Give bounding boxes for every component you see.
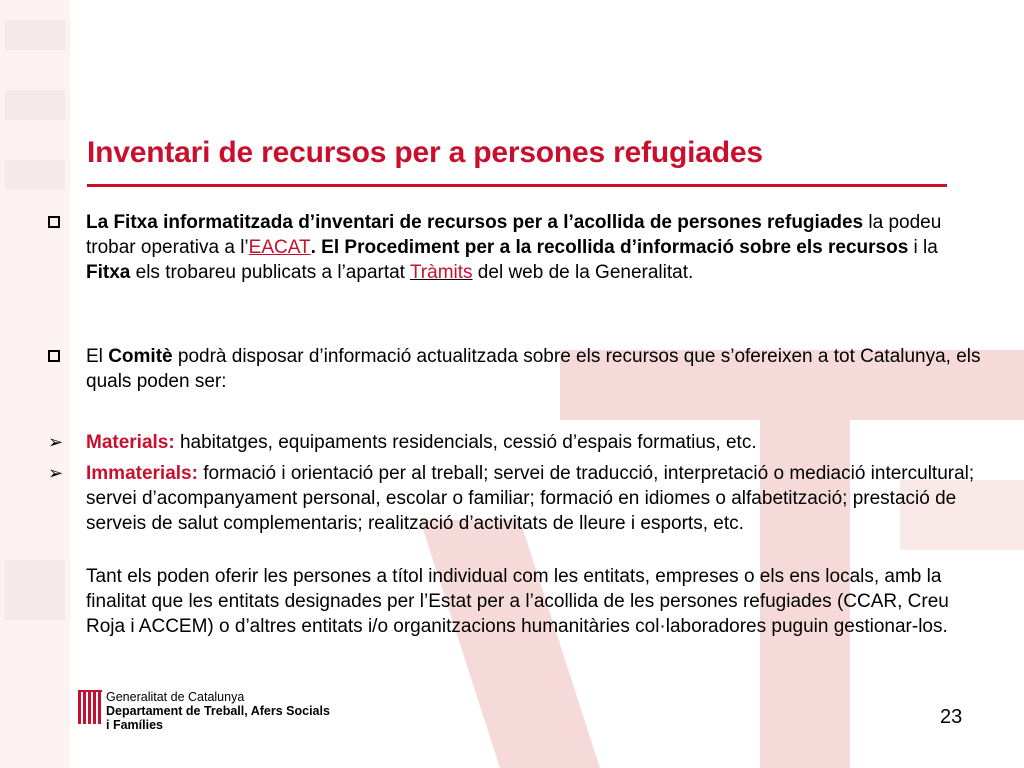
text-bold: Fitxa	[86, 262, 131, 283]
department-name-line1: Departament de Treball, Afers Socials	[106, 704, 330, 718]
square-bullet-icon	[48, 210, 84, 235]
footer-organization	[106, 690, 330, 732]
arrow-bullet-icon: ➢	[48, 463, 64, 483]
bullet-text: formació i orientació per al treball; servei de traducció, interpretació o mediació intercultural; servei d’acompanyament personal, escolar o familiar; formació en idiomes o alfabetització; prestació de serveis de salut complementaris; realització d’activitats de lleure i esports, etc.	[86, 463, 975, 534]
text: del web de la Generalitat.	[472, 262, 694, 283]
square-bullet-icon	[48, 344, 84, 369]
title-underline	[87, 184, 947, 187]
org-name: Generalitat de Catalunya	[106, 690, 245, 704]
text: El	[86, 346, 109, 367]
bullet-label: Materials:	[86, 432, 175, 453]
eacat-link[interactable]: EACAT	[248, 237, 311, 258]
page-number: 23	[940, 706, 963, 728]
text: els trobareu publicats a l’apartat	[130, 262, 410, 283]
slide-title: Inventari de recursos per a persones refugiades	[87, 136, 763, 169]
text: podrà disposar d’informació actualitzada sobre els recursos que s’ofereixen a tot Catalunya, els quals poden ser:	[86, 346, 981, 392]
text-bold: La Fitxa informatitzada d’inventari de recursos per a l’acollida de persones refugiades	[86, 212, 864, 233]
paragraph-comite	[48, 344, 983, 394]
text: i la	[908, 237, 938, 258]
arrow-bullet-icon: ➢	[48, 432, 64, 452]
text: . El	[310, 237, 345, 258]
text-bold: Procediment per a la recollida d’informació sobre els recursos	[344, 237, 909, 258]
department-name-line2: i Famílies	[106, 718, 163, 732]
text: la podeu trobar operativa a l’	[86, 212, 942, 258]
text-bold: Comitè	[108, 346, 173, 367]
paragraph-text: Tant els poden oferir les persones a títol individual com les entitats, empreses o els ens locals, amb la finalitat que les entitats designades per l’Estat per a l’acollida de les persones refugiades (CCAR, Creu Roja i ACCEM) o d’altres entitats i/o organitzacions humanitàries col·laboradores puguin gestionar-los.	[86, 566, 949, 637]
bullet-text: habitatges, equipaments residencials, cessió d’espais formatius, etc.	[174, 432, 757, 453]
bullet-materials	[48, 430, 983, 455]
bullet-label: Immaterials:	[86, 463, 198, 484]
generalitat-logo-icon	[78, 690, 108, 724]
paragraph-fitxa	[48, 210, 983, 285]
paragraph-oferir	[48, 564, 983, 639]
tramits-link[interactable]: Tràmits	[409, 262, 473, 283]
bullet-immaterials	[48, 461, 983, 536]
